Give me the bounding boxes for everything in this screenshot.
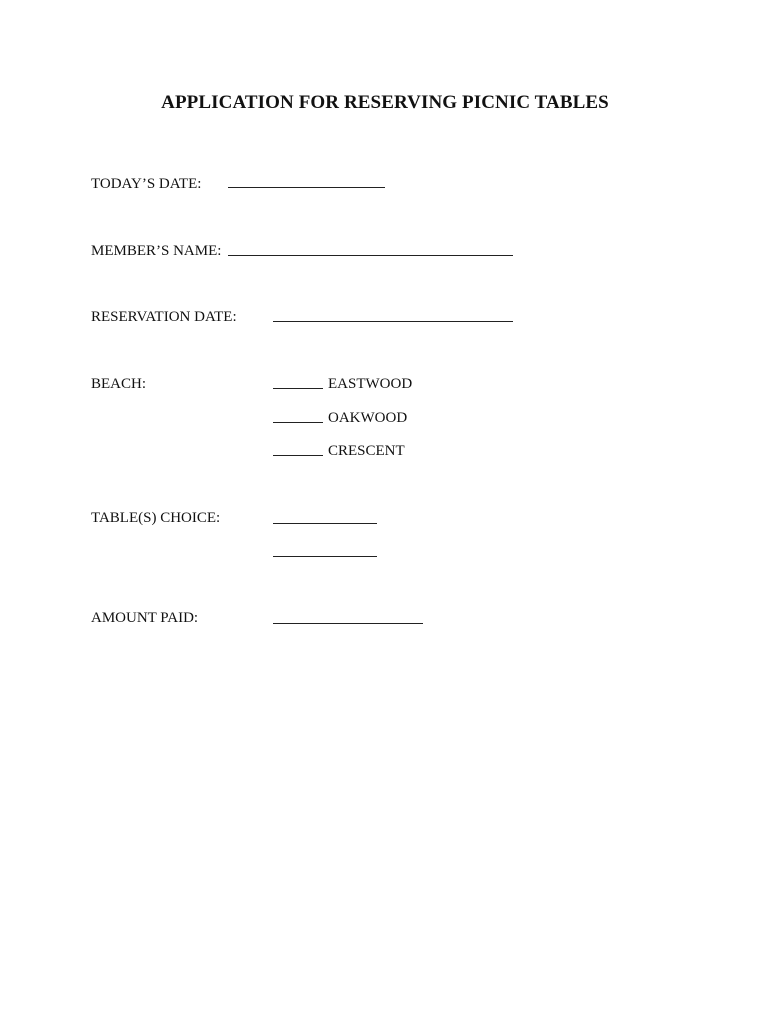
beach-option-oakwood-blank[interactable] — [273, 422, 323, 423]
members-name-blank[interactable] — [228, 255, 513, 256]
amount-paid-label: AMOUNT PAID: — [91, 610, 199, 626]
form-title: APPLICATION FOR RESERVING PICNIC TABLES — [161, 92, 609, 113]
tables-choice-blank-1[interactable] — [273, 523, 377, 524]
reservation-date-label: RESERVATION DATE: — [91, 309, 237, 325]
beach-option-crescent-blank[interactable] — [273, 455, 323, 456]
todays-date-blank[interactable] — [228, 187, 385, 188]
tables-choice-label: TABLE(S) CHOICE: — [91, 510, 221, 526]
tables-choice-blank-2[interactable] — [273, 556, 377, 557]
reservation-date-blank[interactable] — [273, 321, 513, 322]
beach-option-oakwood-label: OAKWOOD — [328, 410, 408, 426]
amount-paid-blank[interactable] — [273, 623, 423, 624]
beach-option-crescent-label: CRESCENT — [328, 443, 405, 459]
beach-option-eastwood-blank[interactable] — [273, 388, 323, 389]
todays-date-label: TODAY’S DATE: — [91, 176, 202, 192]
members-name-label: MEMBER’S NAME: — [91, 243, 222, 259]
beach-option-eastwood-label: EASTWOOD — [328, 376, 413, 392]
beach-label: BEACH: — [91, 376, 147, 392]
